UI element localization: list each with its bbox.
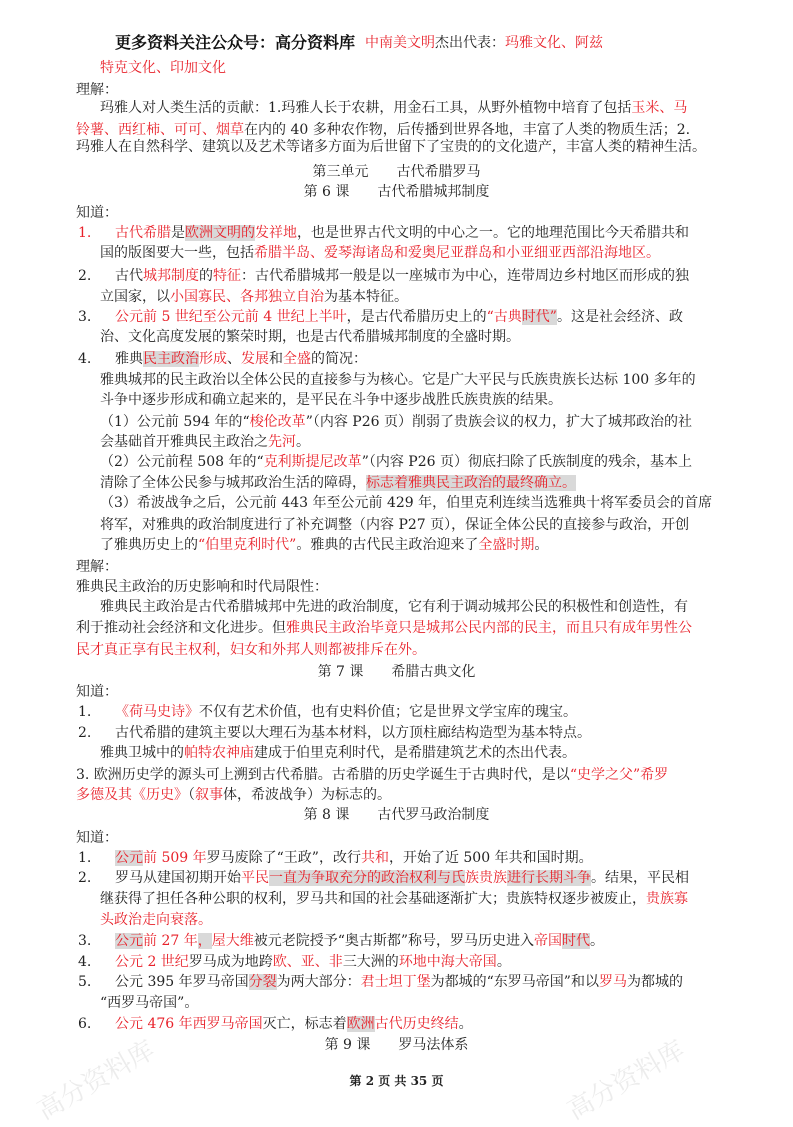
highlighted-text: 铃薯、西红柿、可可、烟草 xyxy=(76,122,244,138)
text-segment: ，也是世界古代文明的中心之一。它的地理范围比今天希腊共和 xyxy=(297,225,689,241)
list-number: 4. xyxy=(78,954,92,970)
highlighted-text: ， xyxy=(197,933,212,949)
highlighted-text: 罗马 xyxy=(598,974,627,990)
highlighted-text: 公元 xyxy=(115,933,143,949)
highlighted-text: 前 509 年 xyxy=(143,850,207,866)
highlighted-text: 帝国 xyxy=(534,933,563,949)
highlighted-text: 先河 xyxy=(268,434,296,450)
highlighted-text: 公元 2 世纪 xyxy=(115,954,189,970)
text-segment: 雅典 xyxy=(115,351,143,367)
text-segment: 国的版图要大一些，包括 xyxy=(100,245,254,261)
text-segment: 。 xyxy=(496,954,511,970)
text-segment: 。 xyxy=(296,434,310,450)
text-segment: 会基础首开雅典民主政治之 xyxy=(100,434,268,450)
text-segment: 古代 xyxy=(115,268,143,284)
highlighted-text: 欧、亚、非 xyxy=(272,954,343,970)
text-segment: 杰出代表： xyxy=(435,35,505,51)
text-line xyxy=(115,931,604,951)
text-segment: ”（内容 P26 页）彻底扫除了氏族制度的残余，基本上 xyxy=(361,454,692,470)
text-segment: 罗马成为地跨 xyxy=(188,954,273,970)
highlighted-text: 时代” xyxy=(521,309,557,325)
highlighted-text: 公元 476 年西罗马帝国 xyxy=(115,1016,263,1032)
text-segment: 立国家，以 xyxy=(100,289,170,305)
text-segment: 在内的 40 多种农作物，后传播到世界各地，丰富了人类的物质生活；2. xyxy=(244,122,691,138)
text-line xyxy=(100,432,310,452)
text-segment: 。雅典的古代民主政治迎来了 xyxy=(296,537,479,553)
text-line xyxy=(76,137,706,157)
text-segment: 。 xyxy=(590,933,605,949)
text-segment: 古代希腊的建筑主要以大理石为基本材料，以方顶柱廊结构造型为基本特点。 xyxy=(115,725,591,741)
text-line xyxy=(100,452,692,472)
text-line xyxy=(365,33,603,53)
text-line xyxy=(100,98,687,118)
list-number: 6. xyxy=(78,1016,92,1032)
text-segment: 知道： xyxy=(76,830,118,846)
text-line xyxy=(76,557,118,577)
highlighted-text: 发祥地 xyxy=(255,225,297,241)
text-segment: 雅典民主政治是古代希腊城邦中先进的政治制度，它有利于调动城邦公民的积极性和创造性，有 xyxy=(100,599,688,615)
list-number: 1. xyxy=(78,225,92,241)
highlighted-text: 君士坦丁堡 xyxy=(360,974,431,990)
text-line xyxy=(100,535,548,555)
text-segment: 第 9 课 罗马法体系 xyxy=(324,1037,469,1053)
list-number: 2. xyxy=(78,725,92,741)
text-segment: 。这是社会经济、政 xyxy=(556,309,683,325)
highlighted-text: 玉米、马 xyxy=(631,100,688,116)
text-line xyxy=(100,473,576,493)
text-segment: 清除了全体公民参与城邦政治生活的障碍， xyxy=(100,475,366,491)
text-segment: 3. 欧洲历史学的源头可上溯到古代希腊。古希腊的历史学诞生于古典时代，是以 xyxy=(76,767,570,783)
text-line xyxy=(100,889,688,909)
text-line xyxy=(115,972,683,992)
text-segment: ”（内容 P26 页）削弱了贵族会议的权力，扩大了城邦政治的社 xyxy=(305,414,692,430)
highlighted-text: 环地中海大帝国 xyxy=(398,954,497,970)
highlighted-text: 克利斯提尼改革 xyxy=(263,454,362,470)
text-line xyxy=(100,390,562,410)
text-segment: 知道： xyxy=(76,205,118,221)
text-segment: 雅典城邦的民主政治以全体公民的直接参与为核心。它是广大平民与氏族贵族长达标 100 多年的 xyxy=(100,372,696,388)
list-number: 2. xyxy=(78,870,92,886)
text-line xyxy=(115,848,593,868)
highlighted-text: 标志着雅典民主政治的最终确立。 xyxy=(366,475,576,491)
text-line xyxy=(115,266,689,286)
text-segment: 治、文化高度发展的繁荣时期，也是古代希腊城邦制度的全盛时期。 xyxy=(100,329,520,345)
watermark-text: 高分资料库 xyxy=(32,1035,161,1127)
text-segment: 灭亡，标志着 xyxy=(262,1016,347,1032)
text-segment: 理解： xyxy=(76,559,118,575)
list-number: 1. xyxy=(78,704,92,720)
highlighted-text: 中南美文明 xyxy=(365,35,435,51)
highlighted-text: 民才真正享有民主权利，妇女和外邦人则都被排斥在外。 xyxy=(76,642,426,658)
text-line xyxy=(76,618,692,638)
highlighted-text: 特征 xyxy=(213,268,241,284)
text-line xyxy=(115,952,511,972)
highlighted-text: 发展 xyxy=(241,351,269,367)
section-heading xyxy=(0,182,793,202)
text-line xyxy=(100,515,689,535)
text-segment: 将军，对雅典的政治制度进行了补充调整（内容 P27 页），保证全体公民的直接参与政治，开创 xyxy=(100,517,690,533)
highlighted-text: 贵族寡 xyxy=(646,891,688,907)
text-line xyxy=(100,243,660,263)
highlighted-text: 公元前 5 世纪至公元前 4 世纪上半叶 xyxy=(115,309,347,325)
text-segment: 雅典卫城中的 xyxy=(100,745,184,761)
text-segment: 不仅有艺术价值，也有史料价值；它是世界文学宝库的瑰宝。 xyxy=(199,704,577,720)
highlighted-text: 平民 xyxy=(241,870,269,886)
highlighted-text: 《荷马史诗》 xyxy=(115,704,199,720)
highlighted-text: 叙事 xyxy=(195,787,223,803)
text-segment: 玛雅人在自然科学、建筑以及艺术等诸多方面为后世留下了宝贵的的文化遗产，丰富人类的精神生活。 xyxy=(76,139,706,155)
highlighted-text: 多德及其《历史》 xyxy=(76,787,188,803)
section-heading xyxy=(0,662,793,682)
text-segment: 罗马从建国初期开始 xyxy=(115,870,241,886)
text-line xyxy=(100,910,212,930)
text-segment: 公元 395 年罗马帝国 xyxy=(115,974,249,990)
text-segment: 的简况： xyxy=(311,351,367,367)
highlighted-text: 族贵族 xyxy=(465,870,507,886)
text-segment: 。结果，平民相 xyxy=(591,870,689,886)
text-line xyxy=(76,577,328,597)
text-line xyxy=(115,868,689,888)
highlighted-text: 民主政治 xyxy=(143,351,199,367)
text-segment: 第 7 课 希腊古典文化 xyxy=(317,664,476,680)
page-footer: 第 2 页 共 35 页 xyxy=(349,1074,444,1088)
highlighted-text: “古典 xyxy=(486,309,522,325)
text-segment: 为基本特征。 xyxy=(324,289,408,305)
text-line xyxy=(100,493,712,513)
highlighted-text: 进行长期斗争 xyxy=(507,870,591,886)
highlighted-text: 时代 xyxy=(562,933,591,949)
text-line xyxy=(100,597,688,617)
text-segment: 第 8 课 古代罗马政治制度 xyxy=(303,807,490,823)
highlighted-text: 前 27 年 xyxy=(143,933,198,949)
text-line xyxy=(115,1014,473,1034)
text-segment: 的 xyxy=(199,268,213,284)
list-number: 2. xyxy=(78,268,92,284)
text-line xyxy=(100,370,696,390)
text-line xyxy=(76,80,118,100)
text-line xyxy=(115,723,591,743)
text-segment: （ xyxy=(188,787,195,803)
highlighted-text: “史学之父”希罗 xyxy=(569,767,669,783)
highlighted-text: 希腊半岛、爱琴海诸岛和爱奥尼亚群岛和小亚细亚西部沿海地区。 xyxy=(254,245,660,261)
highlighted-text: 玛雅文化、阿兹 xyxy=(505,35,603,51)
text-segment: ，开始了近 500 年共和国时期。 xyxy=(388,850,593,866)
list-number: 3. xyxy=(78,309,92,325)
highlighted-text: 古代希腊 xyxy=(115,225,171,241)
list-number: 5. xyxy=(78,974,92,990)
highlighted-text: 分裂 xyxy=(248,974,277,990)
text-segment: ，是古代希腊历史上的 xyxy=(346,309,487,325)
text-segment: 建成于伯里克利时代，是希腊建筑艺术的杰出代表。 xyxy=(254,745,576,761)
text-segment: 理解： xyxy=(76,82,118,98)
text-segment: 玛雅人对人类生活的贡献：1.玛雅人长于农耕，用金石工具，从野外植物中培育了包括 xyxy=(100,100,632,116)
highlighted-text: 公元 xyxy=(115,850,143,866)
section-heading xyxy=(0,162,793,182)
highlighted-text: 特克文化、印加文化 xyxy=(100,60,226,76)
text-line xyxy=(115,307,683,327)
highlighted-text: 头政治走向衰落。 xyxy=(100,912,212,928)
highlighted-text: 梭伦改革 xyxy=(249,414,306,430)
list-number: 3. xyxy=(78,933,92,949)
text-segment: 利于推动社会经济和文化进步。但 xyxy=(76,620,286,636)
text-line xyxy=(100,287,408,307)
section-heading xyxy=(0,1035,793,1055)
text-line xyxy=(76,765,668,785)
text-line xyxy=(100,993,198,1013)
text-line xyxy=(76,828,118,848)
highlighted-text: 欧洲 xyxy=(346,1016,375,1032)
text-segment: 被元老院授予“奥古斯都”称号，罗马历史进入 xyxy=(253,933,535,949)
text-segment: 为都城的 xyxy=(626,974,683,990)
text-line xyxy=(76,640,426,660)
text-line xyxy=(115,223,689,243)
text-segment: 第三单元 古代希腊罗马 xyxy=(312,164,481,180)
text-segment: 为两大部分： xyxy=(276,974,361,990)
text-line xyxy=(115,349,367,369)
text-line xyxy=(100,743,576,763)
text-segment: 和 xyxy=(269,351,283,367)
text-segment: 罗马废除了“王政”，改行 xyxy=(206,850,361,866)
text-segment: 斗争中逐步形成和确立起来的，是平民在斗争中逐步战胜氏族贵族的结果。 xyxy=(100,392,562,408)
highlighted-text: 形成 xyxy=(199,351,227,367)
highlighted-text: 雅典民主政治毕竟只是城邦公民内部的民主，而且只有成年男性公 xyxy=(286,620,692,636)
highlighted-text: 屋大维 xyxy=(211,933,254,949)
text-segment: 为都城的“东罗马帝国”和以 xyxy=(430,974,599,990)
highlighted-text: 帕特农神庙 xyxy=(184,745,254,761)
highlighted-text: 共和 xyxy=(360,850,389,866)
text-segment: 继获得了担任各种公职的权利，罗马共和国的社会基础逐渐扩大；贵族特权逐步被废止， xyxy=(100,891,646,907)
text-segment: （1）公元前 594 年的“ xyxy=(100,414,250,430)
list-number: 1. xyxy=(78,850,92,866)
text-segment: 雅典民主政治的历史影响和时代局限性： xyxy=(76,579,328,595)
text-segment: 。 xyxy=(458,1016,473,1032)
text-segment: 、 xyxy=(227,351,241,367)
text-line xyxy=(76,682,118,702)
highlighted-text: 小国寡民、各邦独立自治 xyxy=(170,289,324,305)
text-line xyxy=(76,203,118,223)
text-segment: 是 xyxy=(171,225,185,241)
text-segment: （2）公元前程 508 年的“ xyxy=(100,454,264,470)
text-line xyxy=(100,58,226,78)
text-segment: 了雅典历史上的 xyxy=(100,537,198,553)
text-line xyxy=(76,785,391,805)
text-segment: （3）希波战争之后，公元前 443 年至公元前 429 年，伯里克利连续当选雅典十将军委员会的首席 xyxy=(100,495,713,511)
header-banner: 更多资料关注公众号：高分资料库 xyxy=(115,33,356,52)
watermark-text: 高分资料库 xyxy=(562,1035,691,1127)
text-segment: 三大洲的 xyxy=(342,954,399,970)
section-heading xyxy=(0,805,793,825)
highlighted-text: 古代历史终结 xyxy=(374,1016,459,1032)
highlighted-text: 一直为争取充分的政治权利与氏 xyxy=(269,870,465,886)
highlighted-text: “伯里克利时代” xyxy=(198,537,297,553)
text-segment: ：古代希腊城邦一般是以一座城市为中心，连带周边乡村地区而形成的独 xyxy=(241,268,689,284)
text-segment: 知道： xyxy=(76,684,118,700)
text-line xyxy=(100,412,692,432)
list-number: 4. xyxy=(78,351,92,367)
text-line xyxy=(115,702,577,722)
text-segment: “西罗马帝国”。 xyxy=(100,995,199,1011)
highlighted-text: 全盛 xyxy=(283,351,311,367)
highlighted-text: 城邦制度 xyxy=(143,268,199,284)
text-segment: 体，希波战争）为标志的。 xyxy=(223,787,391,803)
highlighted-text: 全盛时期 xyxy=(478,537,535,553)
text-segment: 。 xyxy=(534,537,549,553)
text-line xyxy=(100,327,520,347)
text-segment: 第 6 课 古代希腊城邦制度 xyxy=(303,184,490,200)
highlighted-text: 欧洲文明的 xyxy=(185,225,255,241)
